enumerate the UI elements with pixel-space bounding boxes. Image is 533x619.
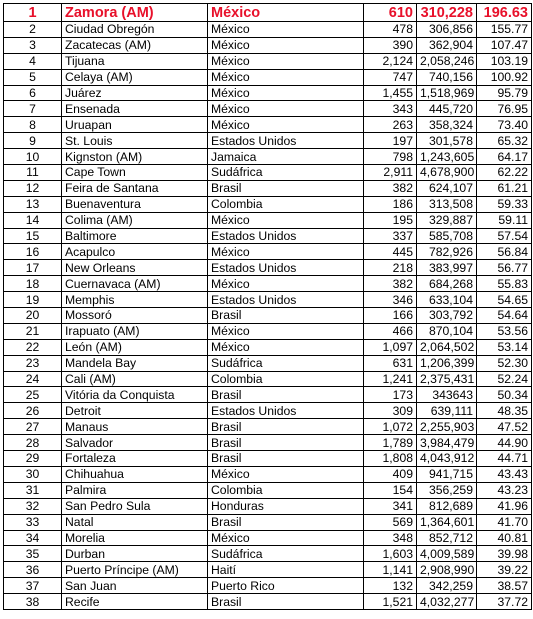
rate-cell: 57.54: [477, 228, 532, 244]
population-cell: 3,984,479: [417, 435, 477, 451]
city-cell: Baltimore: [62, 228, 208, 244]
population-cell: 2,058,246: [417, 53, 477, 69]
rate-cell: 39.22: [477, 562, 532, 578]
city-cell: Acapulco: [62, 244, 208, 260]
homicides-cell: 173: [364, 387, 417, 403]
table-row: [4, 419, 532, 435]
country-cell: México: [208, 466, 364, 482]
city-cell: Juárez: [62, 85, 208, 101]
country-cell: México: [208, 101, 364, 117]
table-row: [4, 435, 532, 451]
homicides-cell: 343: [364, 101, 417, 117]
population-cell: 2,375,431: [417, 371, 477, 387]
table-row: [4, 482, 532, 498]
rank-cell: 8: [4, 117, 62, 133]
population-cell: 2,064,502: [417, 339, 477, 355]
table-row: [4, 69, 532, 85]
rate-cell: 65.32: [477, 133, 532, 149]
country-cell: Brasil: [208, 514, 364, 530]
country-cell: Estados Unidos: [208, 228, 364, 244]
rank-cell: 10: [4, 149, 62, 165]
rate-cell: 40.81: [477, 530, 532, 546]
population-cell: 852,712: [417, 530, 477, 546]
rank-cell: 7: [4, 101, 62, 117]
country-cell: Brasil: [208, 387, 364, 403]
population-cell: 358,324: [417, 117, 477, 133]
rate-cell: 52.24: [477, 371, 532, 387]
rank-cell: 29: [4, 451, 62, 467]
homicides-cell: 445: [364, 244, 417, 260]
population-cell: 2,908,990: [417, 562, 477, 578]
homicides-cell: 390: [364, 37, 417, 53]
population-cell: 303,792: [417, 308, 477, 324]
country-cell: México: [208, 22, 364, 38]
rate-cell: 73.40: [477, 117, 532, 133]
rate-cell: 95.79: [477, 85, 532, 101]
country-cell: México: [208, 276, 364, 292]
city-cell: Kignston (AM): [62, 149, 208, 165]
rate-cell: 64.17: [477, 149, 532, 165]
table-row: [4, 117, 532, 133]
city-cell: Fortaleza: [62, 451, 208, 467]
table-row: [4, 323, 532, 339]
homicides-cell: 2,124: [364, 53, 417, 69]
population-cell: 624,107: [417, 180, 477, 196]
population-cell: 941,715: [417, 466, 477, 482]
rank-cell: 17: [4, 260, 62, 276]
country-cell: México: [208, 85, 364, 101]
homicides-cell: 166: [364, 308, 417, 324]
rate-cell: 103.19: [477, 53, 532, 69]
country-cell: Brasil: [208, 308, 364, 324]
table-row: [4, 22, 532, 38]
rank-cell: 14: [4, 212, 62, 228]
rank-cell: 11: [4, 165, 62, 181]
city-cell: Feira de Santana: [62, 180, 208, 196]
city-cell: Chihuahua: [62, 466, 208, 482]
table-row: [4, 594, 532, 610]
city-cell: Zamora (AM): [62, 4, 208, 22]
homicides-cell: 382: [364, 276, 417, 292]
table-row: [4, 85, 532, 101]
country-cell: Brasil: [208, 451, 364, 467]
rate-cell: 54.64: [477, 308, 532, 324]
population-cell: 310,228: [417, 4, 477, 22]
rank-cell: 35: [4, 546, 62, 562]
population-cell: 4,678,900: [417, 165, 477, 181]
rate-cell: 62.22: [477, 165, 532, 181]
rank-cell: 1: [4, 4, 62, 22]
rank-cell: 31: [4, 482, 62, 498]
city-cell: Recife: [62, 594, 208, 610]
rank-cell: 6: [4, 85, 62, 101]
homicides-cell: 154: [364, 482, 417, 498]
country-cell: México: [208, 4, 364, 22]
rate-cell: 47.52: [477, 419, 532, 435]
population-cell: 1,364,601: [417, 514, 477, 530]
homicides-cell: 197: [364, 133, 417, 149]
rate-cell: 53.56: [477, 323, 532, 339]
rate-cell: 100.92: [477, 69, 532, 85]
rate-cell: 53.14: [477, 339, 532, 355]
population-cell: 870,104: [417, 323, 477, 339]
population-cell: 383,997: [417, 260, 477, 276]
table-row: [4, 165, 532, 181]
homicides-cell: 186: [364, 196, 417, 212]
homicides-cell: 409: [364, 466, 417, 482]
country-cell: Colombia: [208, 482, 364, 498]
population-cell: 362,904: [417, 37, 477, 53]
table-row: [4, 53, 532, 69]
rate-cell: 196.63: [477, 4, 532, 22]
homicides-cell: 1,097: [364, 339, 417, 355]
rank-cell: 37: [4, 578, 62, 594]
rank-cell: 33: [4, 514, 62, 530]
population-cell: 343643: [417, 387, 477, 403]
homicides-cell: 337: [364, 228, 417, 244]
rank-cell: 19: [4, 292, 62, 308]
rate-cell: 39.98: [477, 546, 532, 562]
rate-cell: 59.11: [477, 212, 532, 228]
country-cell: Estados Unidos: [208, 403, 364, 419]
country-cell: Colombia: [208, 196, 364, 212]
country-cell: Estados Unidos: [208, 260, 364, 276]
rate-cell: 52.30: [477, 355, 532, 371]
table-row: [4, 228, 532, 244]
population-cell: 1,243,605: [417, 149, 477, 165]
rate-cell: 107.47: [477, 37, 532, 53]
table-body: [4, 4, 532, 610]
country-cell: Sudáfrica: [208, 355, 364, 371]
homicides-cell: 1,241: [364, 371, 417, 387]
rank-cell: 18: [4, 276, 62, 292]
table-row: [4, 37, 532, 53]
homicides-cell: 346: [364, 292, 417, 308]
homicides-cell: 263: [364, 117, 417, 133]
city-cell: Cape Town: [62, 165, 208, 181]
table-row: [4, 276, 532, 292]
rate-cell: 76.95: [477, 101, 532, 117]
rank-cell: 26: [4, 403, 62, 419]
population-cell: 812,689: [417, 498, 477, 514]
population-cell: 782,926: [417, 244, 477, 260]
homicides-cell: 466: [364, 323, 417, 339]
population-cell: 740,156: [417, 69, 477, 85]
table-row: [4, 4, 532, 22]
homicides-cell: 309: [364, 403, 417, 419]
table-row: [4, 212, 532, 228]
table-row: [4, 196, 532, 212]
city-cell: Mandela Bay: [62, 355, 208, 371]
homicides-cell: 1,808: [364, 451, 417, 467]
country-cell: Brasil: [208, 419, 364, 435]
rank-cell: 4: [4, 53, 62, 69]
population-cell: 684,268: [417, 276, 477, 292]
country-cell: Honduras: [208, 498, 364, 514]
country-cell: Estados Unidos: [208, 292, 364, 308]
table-row: [4, 530, 532, 546]
country-cell: México: [208, 339, 364, 355]
city-cell: Puerto Príncipe (AM): [62, 562, 208, 578]
homicides-cell: 218: [364, 260, 417, 276]
rank-cell: 25: [4, 387, 62, 403]
rank-cell: 20: [4, 308, 62, 324]
country-cell: México: [208, 37, 364, 53]
city-cell: Vitória da Conquista: [62, 387, 208, 403]
rate-cell: 48.35: [477, 403, 532, 419]
rate-cell: 41.70: [477, 514, 532, 530]
homicides-cell: 341: [364, 498, 417, 514]
city-cell: Colima (AM): [62, 212, 208, 228]
population-cell: 4,032,277: [417, 594, 477, 610]
city-cell: Uruapan: [62, 117, 208, 133]
population-cell: 301,578: [417, 133, 477, 149]
rank-cell: 16: [4, 244, 62, 260]
country-cell: Sudáfrica: [208, 546, 364, 562]
city-cell: New Orleans: [62, 260, 208, 276]
country-cell: México: [208, 53, 364, 69]
rank-cell: 13: [4, 196, 62, 212]
city-cell: Irapuato (AM): [62, 323, 208, 339]
homicides-cell: 631: [364, 355, 417, 371]
table-row: [4, 308, 532, 324]
rank-cell: 9: [4, 133, 62, 149]
table-row: [4, 466, 532, 482]
city-cell: Detroit: [62, 403, 208, 419]
population-cell: 633,104: [417, 292, 477, 308]
rank-cell: 21: [4, 323, 62, 339]
rate-cell: 54.65: [477, 292, 532, 308]
homicides-cell: 1,521: [364, 594, 417, 610]
table-row: [4, 149, 532, 165]
homicides-cell: 747: [364, 69, 417, 85]
table-row: [4, 260, 532, 276]
table-row: [4, 371, 532, 387]
homicides-cell: 569: [364, 514, 417, 530]
population-cell: 356,259: [417, 482, 477, 498]
country-cell: México: [208, 244, 364, 260]
homicides-cell: 348: [364, 530, 417, 546]
country-cell: Puerto Rico: [208, 578, 364, 594]
country-cell: Brasil: [208, 435, 364, 451]
population-cell: 1,518,969: [417, 85, 477, 101]
city-cell: Buenaventura: [62, 196, 208, 212]
city-cell: Ciudad Obregón: [62, 22, 208, 38]
homicides-cell: 798: [364, 149, 417, 165]
city-ranking-table: [3, 3, 532, 610]
population-cell: 585,708: [417, 228, 477, 244]
table-row: [4, 562, 532, 578]
city-cell: San Juan: [62, 578, 208, 594]
population-cell: 4,009,589: [417, 546, 477, 562]
rank-cell: 22: [4, 339, 62, 355]
rank-cell: 36: [4, 562, 62, 578]
city-cell: San Pedro Sula: [62, 498, 208, 514]
country-cell: Sudáfrica: [208, 165, 364, 181]
population-cell: 2,255,903: [417, 419, 477, 435]
rate-cell: 44.90: [477, 435, 532, 451]
table-row: [4, 387, 532, 403]
rank-cell: 38: [4, 594, 62, 610]
table-row: [4, 403, 532, 419]
city-cell: Celaya (AM): [62, 69, 208, 85]
table-row: [4, 339, 532, 355]
homicides-cell: 1,141: [364, 562, 417, 578]
rate-cell: 56.84: [477, 244, 532, 260]
homicides-cell: 610: [364, 4, 417, 22]
table-row: [4, 180, 532, 196]
city-cell: Manaus: [62, 419, 208, 435]
city-cell: León (AM): [62, 339, 208, 355]
city-cell: Natal: [62, 514, 208, 530]
table-row: [4, 355, 532, 371]
rank-cell: 32: [4, 498, 62, 514]
table-row: [4, 514, 532, 530]
rank-cell: 24: [4, 371, 62, 387]
rate-cell: 43.43: [477, 466, 532, 482]
population-cell: 329,887: [417, 212, 477, 228]
country-cell: México: [208, 323, 364, 339]
rate-cell: 38.57: [477, 578, 532, 594]
country-cell: México: [208, 69, 364, 85]
rank-cell: 15: [4, 228, 62, 244]
homicides-cell: 1,072: [364, 419, 417, 435]
country-cell: Brasil: [208, 180, 364, 196]
rate-cell: 37.72: [477, 594, 532, 610]
table-row: [4, 244, 532, 260]
rate-cell: 59.33: [477, 196, 532, 212]
homicides-cell: 132: [364, 578, 417, 594]
city-cell: Mossoró: [62, 308, 208, 324]
population-cell: 342,259: [417, 578, 477, 594]
country-cell: México: [208, 117, 364, 133]
population-cell: 639,111: [417, 403, 477, 419]
rate-cell: 50.34: [477, 387, 532, 403]
country-cell: México: [208, 212, 364, 228]
table-row: [4, 578, 532, 594]
city-cell: Ensenada: [62, 101, 208, 117]
population-cell: 4,043,912: [417, 451, 477, 467]
rank-cell: 5: [4, 69, 62, 85]
city-cell: Salvador: [62, 435, 208, 451]
table-row: [4, 133, 532, 149]
population-cell: 306,856: [417, 22, 477, 38]
rank-cell: 34: [4, 530, 62, 546]
homicides-cell: 195: [364, 212, 417, 228]
country-cell: Jamaica: [208, 149, 364, 165]
rate-cell: 155.77: [477, 22, 532, 38]
table-row: [4, 546, 532, 562]
country-cell: Brasil: [208, 594, 364, 610]
rank-cell: 3: [4, 37, 62, 53]
table-row: [4, 101, 532, 117]
rate-cell: 44.71: [477, 451, 532, 467]
rank-cell: 12: [4, 180, 62, 196]
rank-cell: 23: [4, 355, 62, 371]
rate-cell: 61.21: [477, 180, 532, 196]
table-row: [4, 498, 532, 514]
homicides-cell: 1,603: [364, 546, 417, 562]
population-cell: 445,720: [417, 101, 477, 117]
city-cell: Cuernavaca (AM): [62, 276, 208, 292]
city-cell: Memphis: [62, 292, 208, 308]
rank-cell: 2: [4, 22, 62, 38]
city-cell: Durban: [62, 546, 208, 562]
homicides-cell: 2,911: [364, 165, 417, 181]
city-cell: Palmira: [62, 482, 208, 498]
rank-cell: 27: [4, 419, 62, 435]
city-cell: Zacatecas (AM): [62, 37, 208, 53]
population-cell: 313,508: [417, 196, 477, 212]
table-row: [4, 451, 532, 467]
homicides-cell: 382: [364, 180, 417, 196]
country-cell: Estados Unidos: [208, 133, 364, 149]
homicides-cell: 1,789: [364, 435, 417, 451]
city-cell: Tijuana: [62, 53, 208, 69]
city-cell: St. Louis: [62, 133, 208, 149]
population-cell: 1,206,399: [417, 355, 477, 371]
country-cell: Haití: [208, 562, 364, 578]
rate-cell: 55.83: [477, 276, 532, 292]
country-cell: México: [208, 530, 364, 546]
city-cell: Cali (AM): [62, 371, 208, 387]
rank-cell: 28: [4, 435, 62, 451]
homicides-cell: 478: [364, 22, 417, 38]
city-cell: Morelia: [62, 530, 208, 546]
country-cell: Colombia: [208, 371, 364, 387]
rate-cell: 43.23: [477, 482, 532, 498]
rate-cell: 56.77: [477, 260, 532, 276]
rank-cell: 30: [4, 466, 62, 482]
homicides-cell: 1,455: [364, 85, 417, 101]
table-row: [4, 292, 532, 308]
rate-cell: 41.96: [477, 498, 532, 514]
